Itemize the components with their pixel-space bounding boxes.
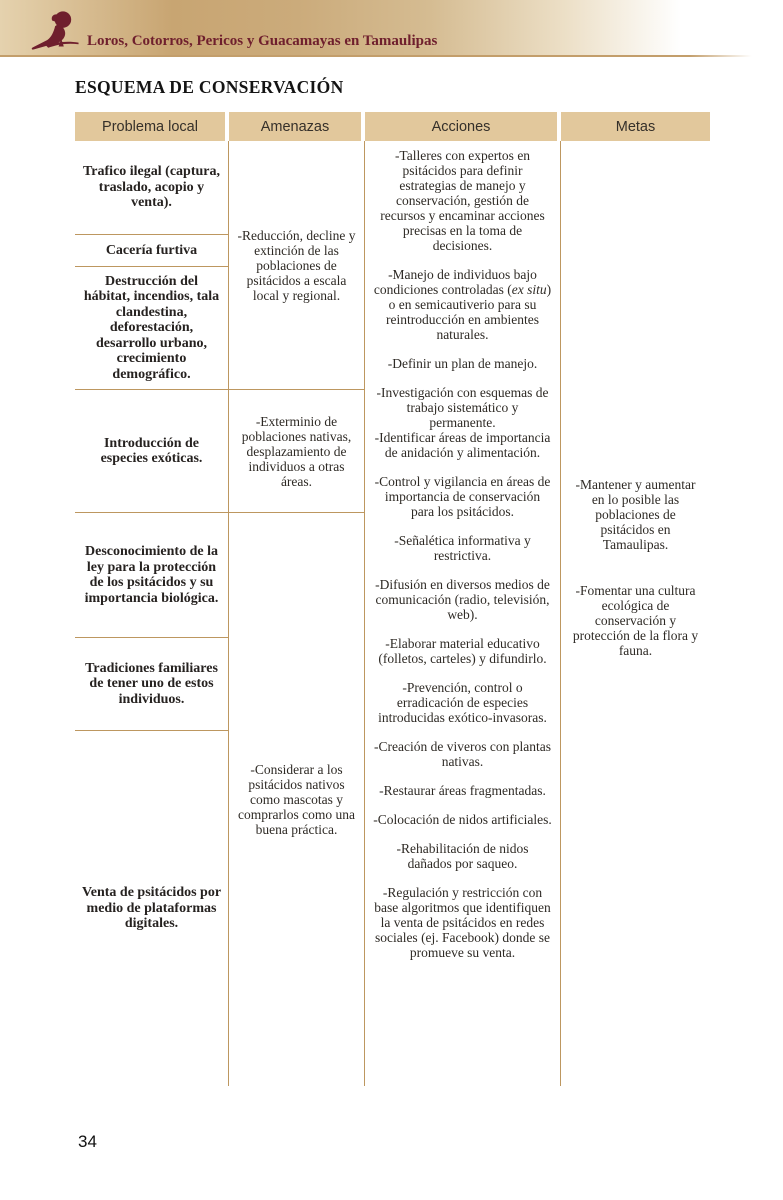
problema-cell-desconocimiento-ley: Desconocimiento de la ley para la protección de los psitácidos y su importancia biológica. [75,513,229,638]
page-header-band [0,0,783,57]
action-item-nidos-artificiales: -Colocación de nidos artificiales. [373,812,552,827]
action-item-viveros: -Creación de viveros con plantas nativas. [374,739,551,769]
action-item-investigacion: -Investigación con esquemas de trabajo sistemático y permanente. [376,385,549,430]
problema-cell-venta-plataformas: Venta de psitácidos por medio de plataformas digitales. [75,731,229,1086]
action-item-difusion: -Difusión en diversos medios de comunicación (radio, televisión, web). [375,577,550,622]
page-number: 34 [78,1132,97,1151]
problema-cell-caceria-furtiva: Cacería furtiva [75,235,229,267]
band-title: Loros, Cotorros, Pericos y Guacamayas en Tamaulipas [87,33,438,49]
action-item-plan-manejo: -Definir un plan de manejo. [387,356,538,371]
column-header-metas: Metas [561,112,710,141]
problema-cell-tradiciones-familiares: Tradiciones familiares de tener uno de estos individuos. [75,638,229,731]
table-header-row [75,112,710,141]
column-header-problema-local: Problema local [75,112,229,141]
column-header-acciones: Acciones [365,112,561,141]
action-item-rehabilitacion-nidos: -Rehabilitación de nidos dañados por saqueo. [396,841,529,871]
action-item-material-educativo: -Elaborar material educativo (folletos, carteles) y difundirlo. [378,636,547,666]
action-item-prevencion: -Prevención, control o erradicación de especies introducidas exótico-invasoras. [378,680,547,725]
action-item-talleres: -Talleres con expertos en psitácidos para definir estrategias de manejo y conservación, gestión de recursos y encaminar acciones precisas en la toma de decisiones. [380,148,545,253]
action-item-manejo-individuos: -Manejo de individuos bajo condiciones controladas (ex situ) o en semicautiverio para su reintroducción en ambientes naturales. [373,267,552,342]
problema-cell-especies-exoticas: Introducción de especies exóticas. [75,390,229,513]
problema-cell-trafico-ilegal: Trafico ilegal (captura, traslado, acopio y venta). [75,141,229,235]
action-item-restaurar: -Restaurar áreas fragmentadas. [379,783,546,798]
amenaza-cell-mascotas: -Considerar a los psitácidos nativos como mascotas y comprarlos como una buena práctica. [229,513,365,1086]
action-item-senaletica: -Señalética informativa y restrictiva. [394,533,531,563]
page-title: ESQUEMA DE CONSERVACIÓN [75,77,344,97]
meta-item-mantener-poblaciones: -Mantener y aumentar en lo posible las poblaciones de psitácidos en Tamaulipas. [575,477,696,552]
meta-item-cultura-ecologica: -Fomentar una cultura ecológica de conservación y protección de la flora y fauna. [572,583,699,658]
table-body [75,141,710,1086]
action-item-identificar-areas: -Identificar áreas de importancia de anidación y alimentación. [374,430,551,460]
problema-cell-destruccion-habitat: Destrucción del hábitat, incendios, tala clandestina, deforestación, desarrollo urbano, crecimiento demográfico. [75,267,229,390]
metas-cell [561,141,710,1086]
conservation-table [75,112,710,1086]
ex-situ-italic: ex situ [511,282,547,297]
acciones-cell [365,141,561,1086]
column-header-amenazas: Amenazas [229,112,365,141]
parrot-logo-icon [30,8,82,52]
amenaza-cell-exterminio: -Exterminio de poblaciones nativas, desplazamiento de individuos a otras áreas. [229,390,365,513]
action-item-control-vigilancia: -Control y vigilancia en áreas de importancia de conservación para los psitácidos. [374,474,551,519]
amenaza-cell-reduccion: -Reducción, decline y extinción de las poblaciones de psitácidos a escala local y regional. [229,141,365,390]
action-item-regulacion-redes: -Regulación y restricción con base algoritmos que identifiquen la venta de psitácidos en redes sociales (ej. Facebook) donde se promueve su venta. [374,885,551,960]
